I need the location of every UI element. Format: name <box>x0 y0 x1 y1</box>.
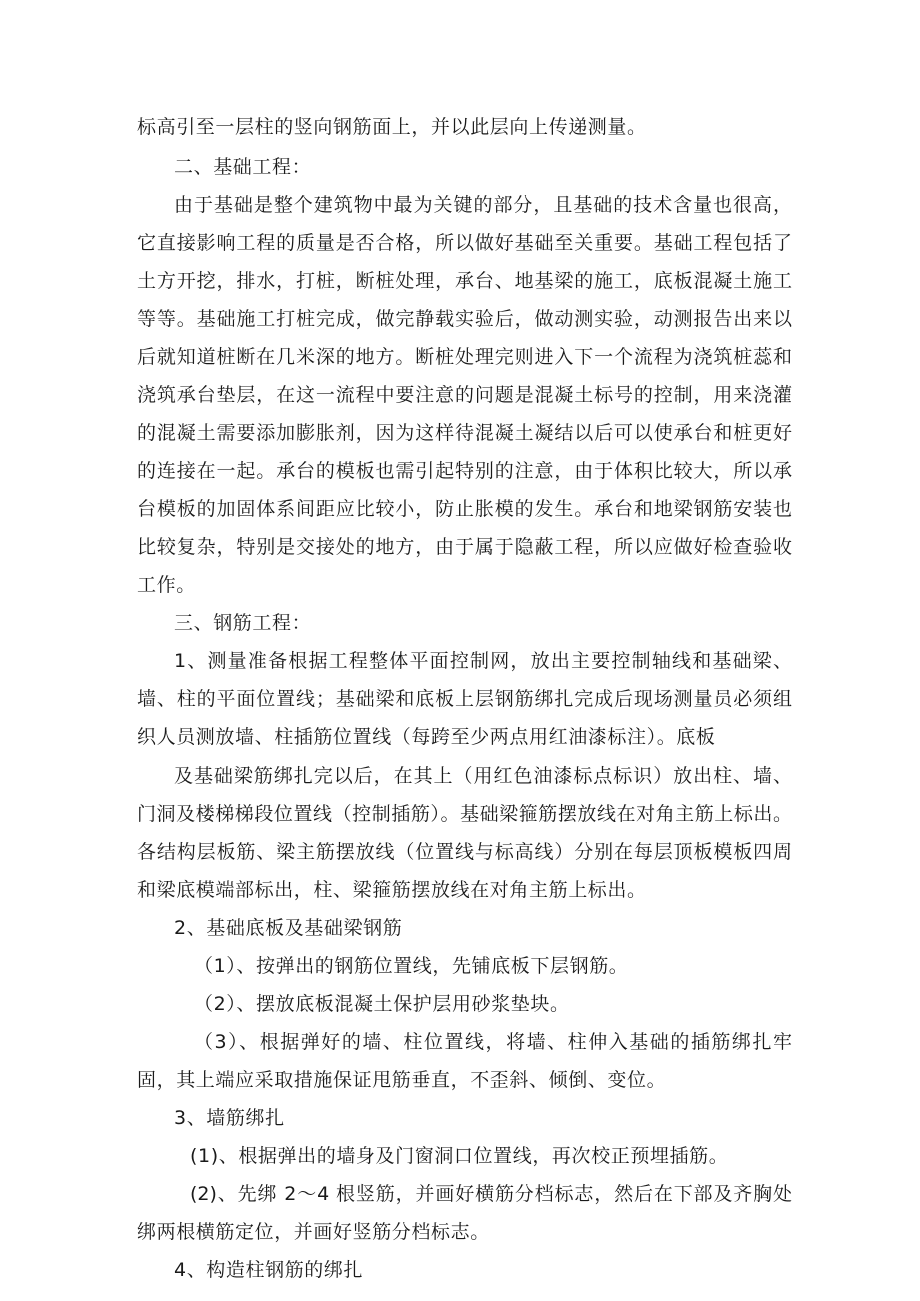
text-line-13: 工作。 <box>137 574 196 596</box>
text-line-24: （2）、摆放底板混凝土保护层用砂浆垫块。 <box>194 993 570 1015</box>
subheading-column-rebar: 4、构造柱钢筋的绑扎 <box>174 1259 364 1281</box>
section-heading-foundation: 二、基础工程： <box>174 156 312 178</box>
text-line-25: （3）、根据弹好的墙、柱位置线，将墙、柱伸入基础的插筋绑扎牢 <box>194 1031 792 1053</box>
text-line-7: 后就知道桩断在几米深的地方。断桩处理完则进入下一个流程为浇筑桩蕊和 <box>137 346 792 368</box>
text-line-4: 它直接影响工程的质量是否合格，所以做好基础至关重要。基础工程包括了 <box>137 232 792 254</box>
text-line-10: 的连接在一起。承台的模板也需引起特别的注意，由于体积比较大，所以承 <box>137 460 792 482</box>
text-line-15: 1、测量准备根据工程整体平面控制网，放出主要控制轴线和基础梁、 <box>174 650 792 672</box>
text-line-17: 织人员测放墙、柱插筋位置线（每跨至少两点用红油漆标注）。底板 <box>137 726 716 748</box>
text-line-6: 等等。基础施工打桩完成，做完静载实验后，做动测实验，动测报告出来以 <box>137 308 792 330</box>
text-line-18: 及基础梁筋绑扎完以后，在其上（用红色油漆标点标识）放出柱、墙、 <box>174 765 792 787</box>
text-line-9: 的混凝土需要添加膨胀剂，因为这样待混凝土凝结以后可以使承台和桩更好 <box>137 422 792 444</box>
text-line-5: 土方开挖，排水，打桩，断桩处理，承台、地基梁的施工，底板混凝土施工 <box>137 270 792 292</box>
text-line-26: 固，其上端应采取措施保证甩筋垂直，不歪斜、倾倒、变位。 <box>137 1069 667 1091</box>
text-line-21: 和梁底模端部标出，柱、梁箍筋摆放线在对角主筋上标出。 <box>137 879 647 901</box>
text-line-20: 各结构层板筋、梁主筋摆放线（位置线与标高线）分别在每层顶板模板四周 <box>137 841 792 863</box>
text-line-28: (1)、根据弹出的墙身及门窗洞口位置线，再次校正预埋插筋。 <box>190 1145 729 1167</box>
text-line-19: 门洞及楼梯梯段位置线（控制插筋）。基础梁箍筋摆放线在对角主筋上标出。 <box>137 803 792 825</box>
text-line-3: 由于基础是整个建筑物中最为关键的部分，且基础的技术含量也很高， <box>174 194 792 216</box>
text-line-30: 绑两根横筋定位，并画好竖筋分档标志。 <box>137 1221 490 1243</box>
text-line-29: (2)、先绑 2～4 根竖筋，并画好横筋分档标志，然后在下部及齐胸处 <box>190 1183 792 1205</box>
text-line-11: 台模板的加固体系间距应比较小，防止胀模的发生。承台和地梁钢筋安装也 <box>137 498 792 520</box>
text-line-23: （1）、按弹出的钢筋位置线，先铺底板下层钢筋。 <box>194 955 629 977</box>
subheading-wall-rebar: 3、墙筋绑扎 <box>174 1107 285 1129</box>
section-heading-rebar: 三、钢筋工程： <box>174 612 312 634</box>
subheading-foundation-slab: 2、基础底板及基础梁钢筋 <box>174 917 403 939</box>
text-line-8: 浇筑承台垫层，在这一流程中要注意的问题是混凝土标号的控制，用来浇灌 <box>137 384 792 406</box>
text-line-12: 比较复杂，特别是交接处的地方，由于属于隐蔽工程，所以应做好检查验收 <box>137 536 792 558</box>
text-line-16: 墙、柱的平面位置线；基础梁和底板上层钢筋绑扎完成后现场测量员必须组 <box>137 688 792 710</box>
text-line-1: 标高引至一层柱的竖向钢筋面上，并以此层向上传递测量。 <box>137 116 647 138</box>
